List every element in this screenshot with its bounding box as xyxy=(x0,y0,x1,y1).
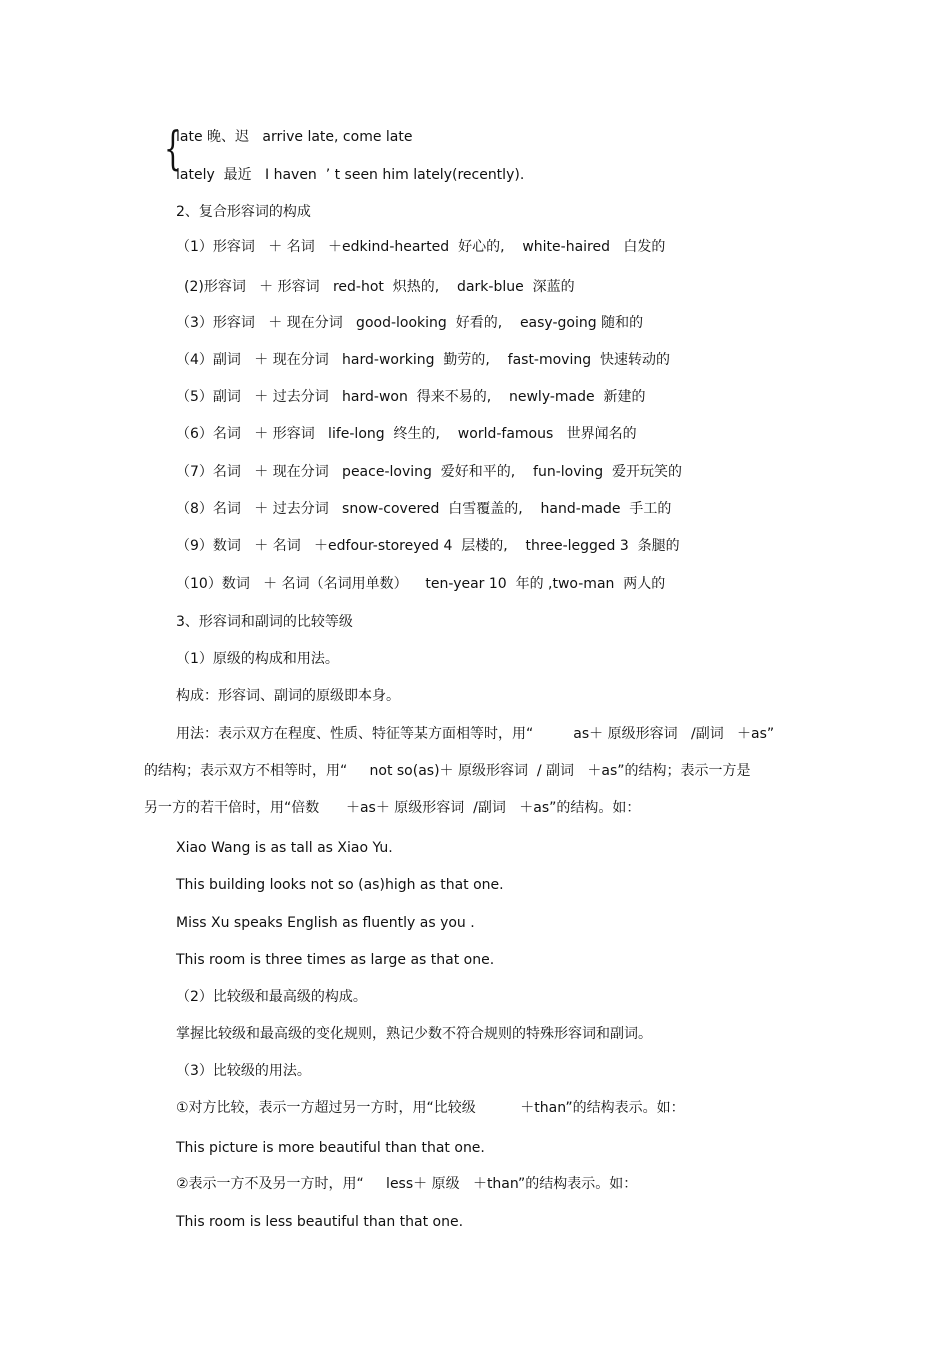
text-line: 另一方的若干倍时，用“倍数 ＋as＋ 原级形容词 /副词 ＋as”的结构。如： xyxy=(144,800,641,816)
section-heading: 2、复合形容词的构成 xyxy=(176,204,311,220)
example-sentence: This room is less beautiful than that one. xyxy=(176,1214,464,1230)
text-line: （8）名词 ＋ 过去分词 snow-covered 白雪覆盖的, hand-made 手工的 xyxy=(176,501,672,517)
text-line: （2）比较级和最高级的构成。 xyxy=(176,989,367,1005)
text-line: （4）副词 ＋ 现在分词 hard-working 勤劳的, fast-moving 快速转动的 xyxy=(176,352,671,368)
example-sentence: This picture is more beautiful than that one. xyxy=(176,1140,485,1156)
curly-brace: { xyxy=(164,121,182,175)
text-line: （5）副词 ＋ 过去分词 hard-won 得来不易的, newly-made 新建的 xyxy=(176,389,646,405)
example-sentence: This room is three times as large as that one. xyxy=(176,952,495,968)
text-line: （7）名词 ＋ 现在分词 peace-loving 爱好和平的, fun-loving 爱开玩笑的 xyxy=(176,464,683,480)
section-heading: 3、形容词和副词的比较等级 xyxy=(176,614,353,630)
text-line: （3）比较级的用法。 xyxy=(176,1063,311,1079)
text-line: 用法：表示双方在程度、性质、特征等某方面相等时，用“ as＋ 原级形容词 /副词 ＋as” xyxy=(176,726,775,742)
text-line: （3）形容词 ＋ 现在分词 good-looking 好看的, easy-going 随和的 xyxy=(176,315,644,331)
text-line: lately 最近 I haven ’ t seen him lately(recently). xyxy=(176,167,525,183)
text-line: （10）数词 ＋ 名词（名词用单数） ten-year 10 年的 ,two-man 两人的 xyxy=(176,576,666,592)
text-line: 的结构；表示双方不相等时，用“ not so(as)＋ 原级形容词 / 副词 ＋as”的结构；表示一方是 xyxy=(144,763,751,779)
text-line: 掌握比较级和最高级的变化规则，熟记少数不符合规则的特殊形容词和副词。 xyxy=(176,1026,652,1042)
text-line: ②表示一方不及另一方时，用“ less＋ 原级 ＋than”的结构表示。如： xyxy=(176,1176,638,1192)
text-line: （6）名词 ＋ 形容词 life-long 终生的, world-famous 世界闻名的 xyxy=(176,426,637,442)
text-line: （9）数词 ＋ 名词 ＋edfour-storeyed 4 层楼的, three-legged 3 条腿的 xyxy=(176,538,680,554)
text-line: 构成：形容词、副词的原级即本身。 xyxy=(176,688,400,704)
text-line: （1）形容词 ＋ 名词 ＋edkind-hearted 好心的, white-haired 白发的 xyxy=(176,239,666,255)
text-line: (2)形容词 ＋ 形容词 red-hot 炽热的, dark-blue 深蓝的 xyxy=(184,279,575,295)
text-line: ①对方比较，表示一方超过另一方时，用“比较级 ＋than”的结构表示。如： xyxy=(176,1100,685,1116)
example-sentence: This building looks not so (as)high as that one. xyxy=(176,877,504,893)
text-line: late 晚、迟 arrive late, come late xyxy=(176,129,413,145)
example-sentence: Xiao Wang is as tall as Xiao Yu. xyxy=(176,840,393,856)
example-sentence: Miss Xu speaks English as fluently as you . xyxy=(176,915,475,931)
text-line: （1）原级的构成和用法。 xyxy=(176,651,339,667)
